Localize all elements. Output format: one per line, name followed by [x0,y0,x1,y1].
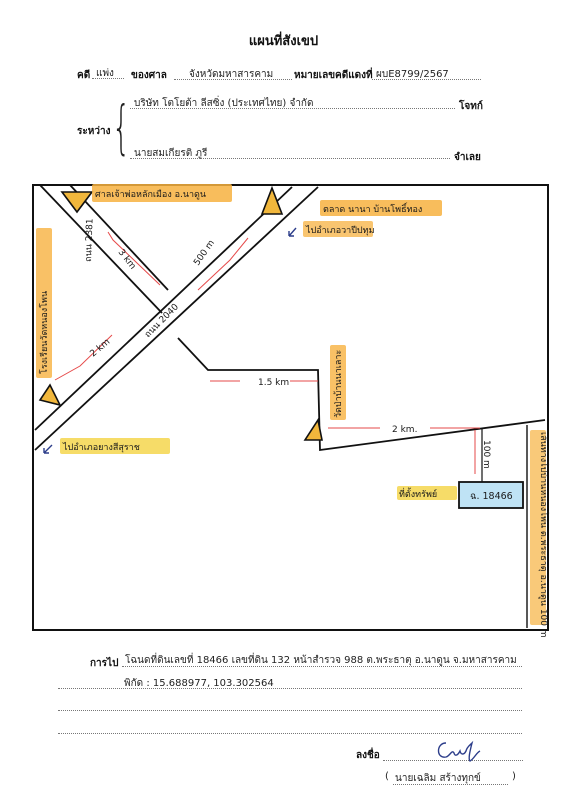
arrow-yang-icon [44,445,52,453]
signature-image [432,735,492,765]
purpose-label: การไป [90,658,119,669]
label-road-2381: ถนน 2381 [84,218,96,263]
case-label: คดี [77,70,91,81]
purpose-text: โฉนดที่ดินเลขที่ 18466 เลขที่ดิน 132 หน้าสำรวจ 988 ต.พระธาตุ อ.นาดูน จ.มหาสารคาม [125,655,517,666]
label-500m: 500 m [192,238,217,268]
sign-label: ลงชื่อ [356,750,380,761]
label-shrine: ศาลเจ้าพ่อหลักเมือง อ.นาดูน [95,190,207,200]
court-label: ของศาล [131,70,167,81]
paren-open: ( [385,771,389,782]
road-2040-edge-b [35,187,318,450]
triangle-school [40,385,60,405]
label-road-2040: ถนน 2040 [143,302,181,341]
purpose-line-2 [58,688,522,689]
road-2381-edge-a [40,185,162,313]
between-label: ระหว่าง [77,126,111,137]
party-brace: { [112,93,131,161]
signer-name: นายเฉลิม สร้างทุกข์ [395,773,481,784]
map-frame [33,185,548,630]
signer-name-line [393,784,508,785]
label-market: ตลาด นานา บ้านโพธิ์ทอง [323,205,423,215]
page-title: แผนที่สังเขป [248,34,319,49]
purpose-line-3 [58,710,522,711]
label-temple: วัดป่าบ้านนาเลาะ [334,349,344,418]
plaintiff-role: โจทก์ [459,101,483,112]
label-plot: ที่ตั้งทรัพย์ [399,490,438,500]
triangle-shrine [62,192,92,212]
label-wapi: ไปอำเภอวาปีปทุม [306,226,375,236]
label-school: โรงเรียนวัดหนองโพน [40,290,50,374]
defendant-name: นายสมเกียรติ ภูรี [134,148,208,159]
label-2km-right: 2 km. [392,425,418,435]
plaintiff-name: บริษัท โตโยต้า ลีสซิ่ง (ประเทศไทย) จำกัด [134,98,314,109]
defendant-role: จำเลย [454,152,481,163]
purpose-line-1 [122,666,522,667]
triangle-market [262,188,282,214]
red-no: ผบE8799/2567 [376,69,449,80]
route-path [178,338,545,450]
case-type: แพ่ง [96,68,114,79]
label-3km: 3 km [115,247,138,272]
label-plot-no: ฉ. 18466 [470,491,513,502]
paren-close: ) [512,771,516,782]
label-yang: ไปอำเภอยางสีสุราช [63,443,140,453]
label-right-side: เส้นทางไปบ้านหนองโพน ต.พระธาตุ อ.นาดูน 100 m [538,432,548,638]
court-name: จังหวัดมหาสารคาม [189,69,274,80]
purpose-line-4 [58,733,522,734]
label-100m: 100 m [481,440,491,469]
road-2040-edge-a [35,187,292,430]
label-2km-left: 2 km [88,337,113,360]
arrow-wapi-icon [289,228,296,236]
red-no-label: หมายเลขคดีแดงที่ [294,70,373,81]
coords-text: พิกัด : 15.688977, 103.302564 [124,678,274,689]
label-15km: 1.5 km [258,378,290,388]
